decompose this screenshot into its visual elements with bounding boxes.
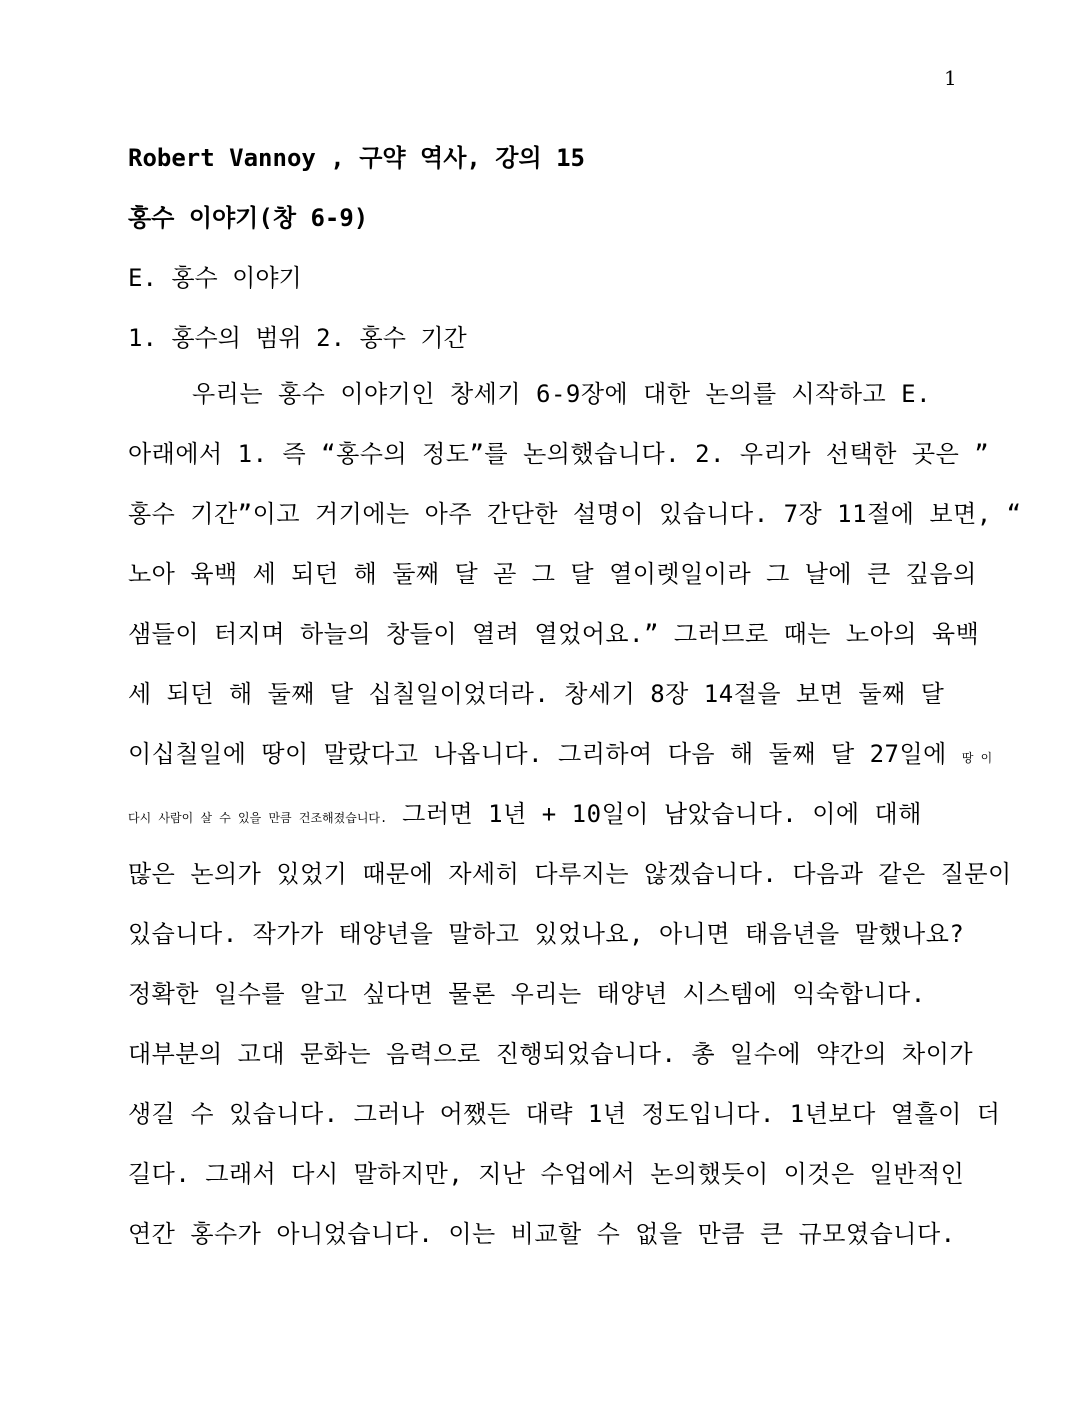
body-line: 생길 수 있습니다. 그러나 어쨌든 대략 1년 정도입니다. 1년보다 열흘이 더 [128,1100,1001,1128]
body-paragraph [128,378,1022,1278]
body-line: 세 되던 해 둘째 달 십칠일이었더라. 창세기 8장 14절을 보면 둘째 달 [128,680,945,708]
body-line: 아래에서 1. 즉 “홍수의 정도”를 논의했습니다. 2. 우리가 선택한 곳은 ” [128,440,990,468]
body-text: 이십칠일에 땅이 말랐다고 나옵니다. 그리하여 다음 해 둘째 달 27일에 [128,740,962,768]
body-line [128,798,968,858]
body-line: 정확한 일수를 알고 싶다면 물론 우리는 태양년 시스템에 익숙합니다. [128,980,926,1008]
section-heading-e: E. 홍수 이야기 [128,264,302,292]
small-text: 땅 이 [961,751,993,765]
body-line: 대부분의 고대 문화는 음력으로 진행되었습니다. 총 일수에 약간의 차이가 [128,1040,974,1068]
document-subtitle: 홍수 이야기(창 6-9) [128,204,369,232]
body-text: 그러면 1년 + 10일이 남았습니다. 이에 대해 [387,800,922,828]
body-line: 우리는 홍수 이야기인 창세기 6-9장에 대한 논의를 시작하고 E. [192,380,932,408]
body-line: 있습니다. 작가가 태양년을 말하고 있었나요, 아니면 태음년을 말했나요? [128,920,965,948]
body-line [128,738,993,798]
small-text: 다시 사람이 살 수 있을 만큼 건조해졌습니다. [128,811,388,825]
document-title: Robert Vannoy , 구약 역사, 강의 15 [128,144,585,172]
body-line: 샘들이 터지며 하늘의 창들이 열려 열었어요.” 그러므로 때는 노아의 육백 [128,620,980,648]
body-line: 길다. 그래서 다시 말하지만, 지난 수업에서 논의했듯이 이것은 일반적인 [128,1160,965,1188]
body-line: 홍수 기간”이고 거기에는 아주 간단한 설명이 있습니다. 7장 11절에 보면, “ [128,500,1022,528]
body-line: 연간 홍수가 아니었습니다. 이는 비교할 수 없을 만큼 큰 규모였습니다. [128,1220,956,1248]
body-line: 노아 육백 세 되던 해 둘째 달 곧 그 달 열이렛일이라 그 날에 큰 깊음의 [128,560,977,588]
subsection-heading: 1. 홍수의 범위 2. 홍수 기간 [128,324,467,352]
page-number: 1 [944,66,957,90]
body-line: 많은 논의가 있었기 때문에 자세히 다루지는 않겠습니다. 다음과 같은 질문이 [128,860,1012,888]
